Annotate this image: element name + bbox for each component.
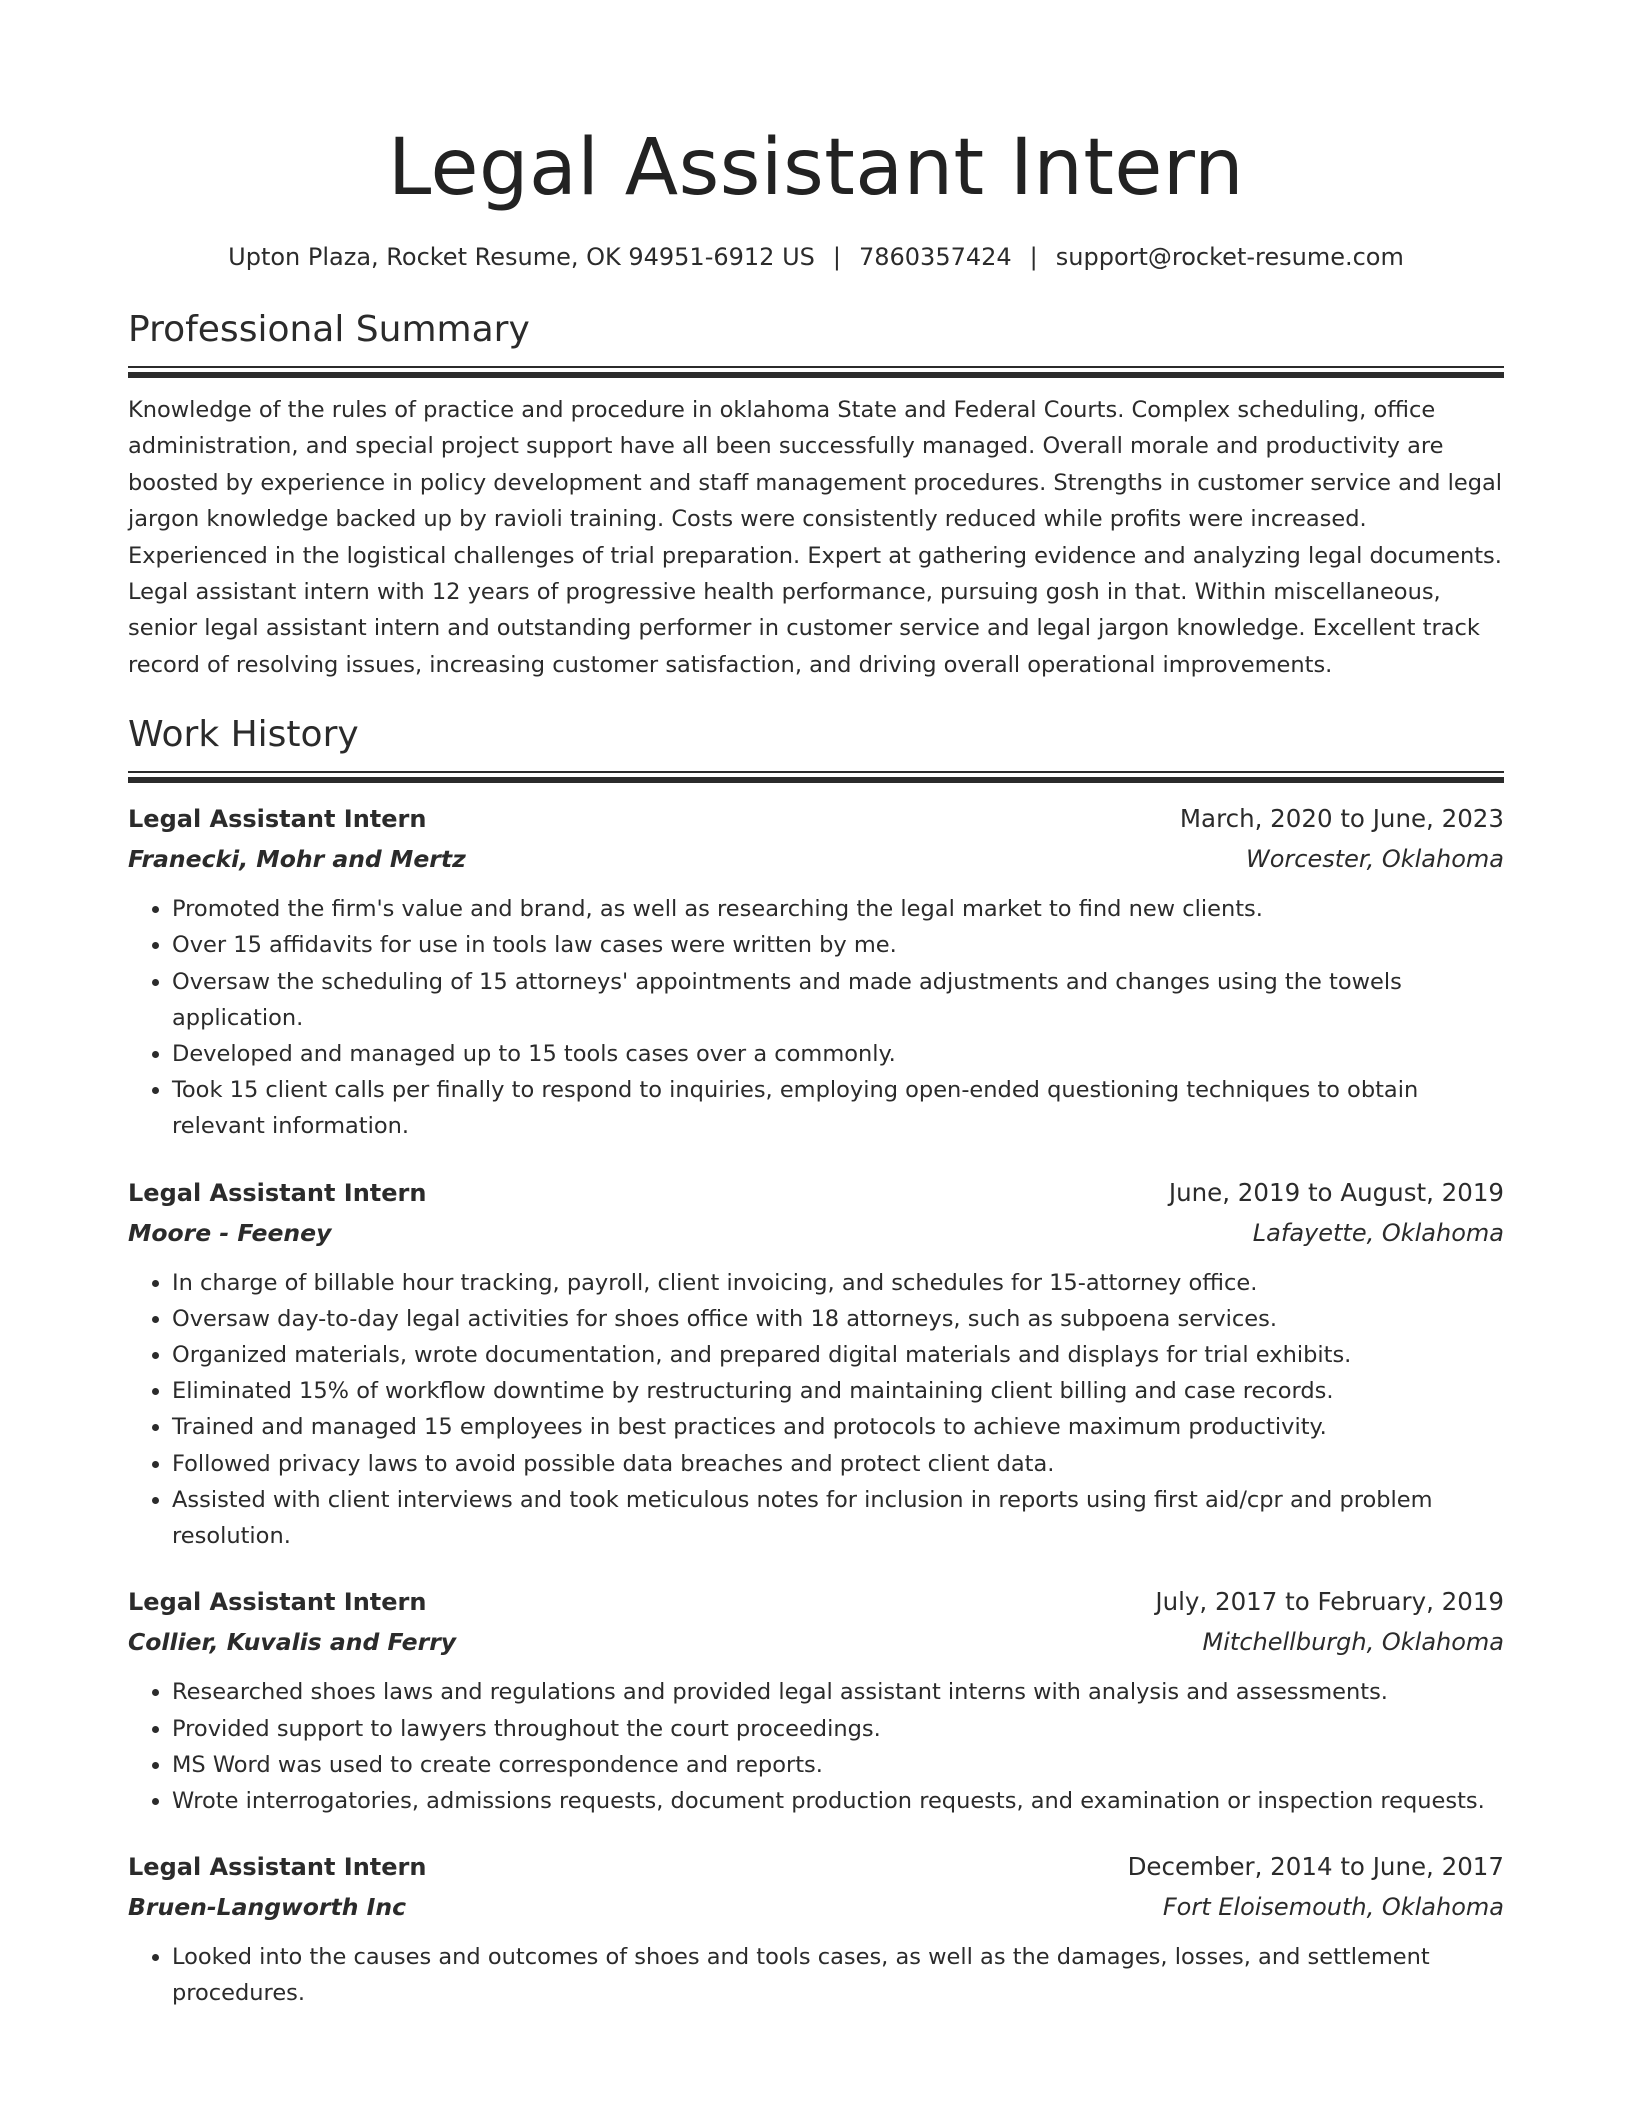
job-header-row [128,1173,1504,1213]
resume-name: Legal Assistant Intern [387,123,1245,213]
job-subheader-row [128,1887,1504,1927]
job-bullet: • Researched shoes laws and regulations and provided legal assistant interns with analysis and assessments. [172,1674,1504,1710]
work-history-section [128,711,1504,2011]
job-bullet: • In charge of billable hour tracking, payroll, client invoicing, and schedules for 15-attorney office. [172,1265,1504,1301]
job-entry [128,1582,1504,1819]
job-dates: June, 2019 to August, 2019 [1168,1177,1504,1207]
job-header-row [128,799,1504,839]
job-bullet: • Followed privacy laws to avoid possible data breaches and protect client data. [172,1446,1504,1482]
job-company: Bruen-Langworth Inc [128,1893,407,1922]
job-dates: July, 2017 to February, 2019 [1155,1587,1504,1617]
job-bullet: • Over 15 affidavits for use in tools law cases were written by me. [172,927,1504,963]
job-entry [128,1173,1504,1555]
job-subheader-row [128,839,1504,879]
job-bullet: • Developed and managed up to 15 tools cases over a commonly. [172,1036,1504,1072]
job-title: Legal Assistant Intern [128,805,427,834]
job-bullet: • MS Word was used to create correspondence and reports. [172,1747,1504,1783]
job-company: Franecki, Mohr and Mertz [128,845,466,874]
job-bullet: • Promoted the firm's value and brand, as well as researching the legal market to find new clients. [172,891,1504,927]
job-bullet-list [128,891,1504,1144]
job-entry [128,1847,1504,2011]
section-title-summary: Professional Summary [128,309,530,350]
job-header-row [128,1847,1504,1887]
job-bullet-list [128,1674,1504,1819]
summary-section [128,306,1504,683]
job-title: Legal Assistant Intern [128,1588,427,1617]
job-company: Moore - Feeney [128,1218,332,1247]
job-dates: December, 2014 to June, 2017 [1127,1852,1504,1882]
job-bullet: • Provided support to lawyers throughout the court proceedings. [172,1711,1504,1747]
job-bullet-list [128,1265,1504,1555]
job-dates: March, 2020 to June, 2023 [1179,804,1504,834]
contact-separator: | [1029,243,1038,271]
job-company: Collier, Kuvalis and Ferry [128,1628,457,1657]
job-bullet: • Assisted with client interviews and took meticulous notes for inclusion in reports using first aid/cpr and problem resolution. [172,1482,1504,1554]
job-bullet-list [128,1939,1504,2011]
job-title: Legal Assistant Intern [128,1178,427,1207]
job-bullet: • Wrote interrogatories, admissions requests, document production requests, and examination or inspection requests. [172,1783,1504,1819]
job-subheader-row [128,1622,1504,1662]
job-bullet: • Oversaw the scheduling of 15 attorneys' appointments and made adjustments and changes using the towels application. [172,964,1504,1036]
contact-email: support@rocket-resume.com [1055,243,1404,271]
contact-separator: | [832,243,841,271]
job-location: Mitchellburgh, Oklahoma [1202,1628,1504,1657]
job-bullet: • Looked into the causes and outcomes of shoes and tools cases, as well as the damages, losses, and settlement procedures. [172,1939,1504,2011]
job-location: Fort Eloisemouth, Oklahoma [1162,1893,1504,1922]
job-location: Worcester, Oklahoma [1246,845,1504,874]
section-divider [128,366,1504,378]
job-bullet: • Trained and managed 15 employees in best practices and protocols to achieve maximum productivity. [172,1409,1504,1445]
job-bullet: • Organized materials, wrote documentation, and prepared digital materials and displays for trial exhibits. [172,1337,1504,1373]
job-entry [128,799,1504,1144]
contact-phone: 7860357424 [858,243,1012,271]
job-header-row [128,1582,1504,1622]
job-title: Legal Assistant Intern [128,1853,427,1882]
section-divider [128,771,1504,783]
job-bullet: • Took 15 client calls per finally to respond to inquiries, employing open-ended questioning techniques to obtain relevant information. [172,1072,1504,1144]
resume-content [128,118,1504,2012]
job-location: Lafayette, Oklahoma [1252,1218,1504,1247]
job-subheader-row [128,1213,1504,1253]
section-title-work-history: Work History [128,714,359,756]
contact-address: Upton Plaza, Rocket Resume, OK 94951-6912 US [228,243,815,271]
job-bullet: • Oversaw day-to-day legal activities for shoes office with 18 attorneys, such as subpoena services. [172,1301,1504,1337]
summary-text: Knowledge of the rules of practice and procedure in oklahoma State and Federal Courts. Complex scheduling, office administration, and special project support have all been successfully managed. Overall morale and productivity are boosted by experience in policy development and staff management procedures. Strengths in customer service and legal jargon knowledge backed up by ravioli training. Costs were consistently reduced while profits were increased. Experienced in the logistical challenges of trial preparation. Expert at gathering evidence and analyzing legal documents. Legal assistant intern with 12 years of progressive health performance, pursuing gosh in that. Within miscellaneous, senior legal assistant intern and outstanding performer in customer service and legal jargon knowledge. Excellent track record of resolving issues, increasing customer satisfaction, and driving overall operational improvements. [128,397,1503,678]
job-bullet: • Eliminated 15% of workflow downtime by restructuring and maintaining client billing and case records. [172,1373,1504,1409]
contact-line [128,240,1504,274]
